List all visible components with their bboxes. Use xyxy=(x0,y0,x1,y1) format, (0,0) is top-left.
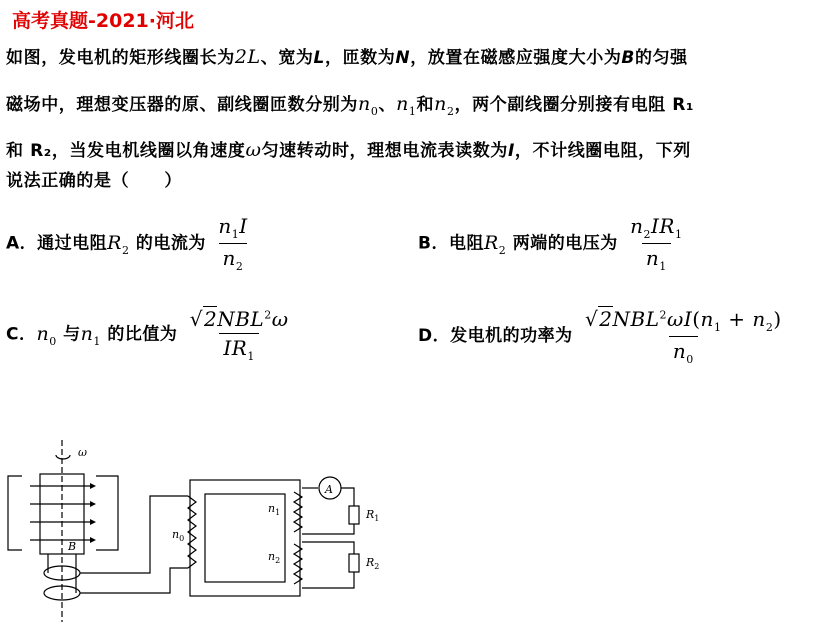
transformer-core-outer xyxy=(190,480,300,596)
option-b[interactable]: B．电阻$R_2$ 两端的电压为 $\frac{n_2IR_1}{n_1}$ xyxy=(418,214,686,273)
label-n1: $n_1$ xyxy=(268,502,281,517)
math-I: I xyxy=(507,141,515,161)
option-c[interactable]: C．$n_0$ 与$n_1$ 的比值为 $\frac{√2NBL^2\omega}{IR_1}$ xyxy=(6,306,293,363)
generator-transformer-diagram xyxy=(0,430,420,624)
label-r1: $R_1$ xyxy=(366,508,380,523)
question-stem-line-4: 说法正确的是（ ） xyxy=(6,171,182,191)
question-stem-line-1: 如图，发电机的矩形线圈长为2L、宽为L，匝数为N，放置在磁感应强度大小为B的匀强 xyxy=(6,46,688,68)
math-n0: $n_0$ xyxy=(358,93,379,118)
option-c-fraction xyxy=(186,306,293,363)
math-L: L xyxy=(313,48,325,68)
option-c-denominator: $IR_1$ xyxy=(219,333,258,363)
left-magnet-pole xyxy=(8,476,22,550)
option-b-numerator: $n_2IR_1$ xyxy=(630,214,683,241)
question-stem-line-3: 和 R₂，当发电机线圈以角速度ω匀速转动时，理想电流表读数为I，不计线圈电阻，下列 xyxy=(6,139,691,161)
option-b-fraction xyxy=(626,214,686,273)
math-2L: 2L xyxy=(234,46,261,68)
option-a-fraction xyxy=(214,214,251,273)
option-c-symbol-b: $n_1$ xyxy=(80,322,101,348)
option-b-symbol: $R_2$ xyxy=(483,231,507,257)
label-ammeter: A xyxy=(325,483,333,496)
option-d-denominator: $n_0$ xyxy=(669,336,698,366)
math-n1: $n_1$ xyxy=(396,93,417,118)
secondary-coil-2 xyxy=(294,544,302,584)
option-b-denominator: $n_1$ xyxy=(642,243,671,273)
option-d-fraction xyxy=(581,306,786,366)
field-arrows xyxy=(90,483,96,543)
rotation-arrow xyxy=(56,455,70,459)
option-a[interactable]: A．通过电阻$R_2$ 的电流为 $\frac{n_1I}{n_2}$ xyxy=(6,214,252,273)
math-N: N xyxy=(395,48,411,68)
option-a-numerator: $n_1I$ xyxy=(218,214,248,241)
label-n0: $n_0$ xyxy=(172,528,185,543)
secondary-coil-1 xyxy=(294,492,302,532)
resistor-r2 xyxy=(349,554,359,572)
option-a-denominator: $n_2$ xyxy=(219,243,248,273)
option-c-numerator: √2NBL$^2$ω xyxy=(189,307,289,331)
label-r2: $R_2$ xyxy=(366,556,380,571)
math-B: B xyxy=(621,48,635,68)
question-source-title: 高考真题-2021·河北 xyxy=(12,10,194,32)
option-d-numerator: $√2NBL^2\omega I(n_1 + n_2)$ xyxy=(585,307,782,334)
label-omega: ω xyxy=(78,446,87,459)
math-omega: ω xyxy=(245,139,262,161)
primary-coil xyxy=(188,496,196,568)
option-a-symbol: $R_2$ xyxy=(107,231,130,257)
right-magnet-pole xyxy=(96,476,118,550)
math-n2: $n_2$ xyxy=(434,93,455,118)
label-b: B xyxy=(68,540,77,553)
resistor-r1 xyxy=(349,506,359,524)
option-c-symbol-a: $n_0$ xyxy=(36,322,57,348)
label-n2: $n_2$ xyxy=(268,550,281,565)
question-stem-line-2: 磁场中，理想变压器的原、副线圈匝数分别为$n_0$、$n_1$和$n_2$，两个副线圈分别接有电阻 R₁ xyxy=(6,93,695,118)
option-d[interactable]: D．发电机的功率为 $\frac{√2NBL^2\omega I(n_1 + n_2)}{n_0}$ xyxy=(418,306,786,366)
